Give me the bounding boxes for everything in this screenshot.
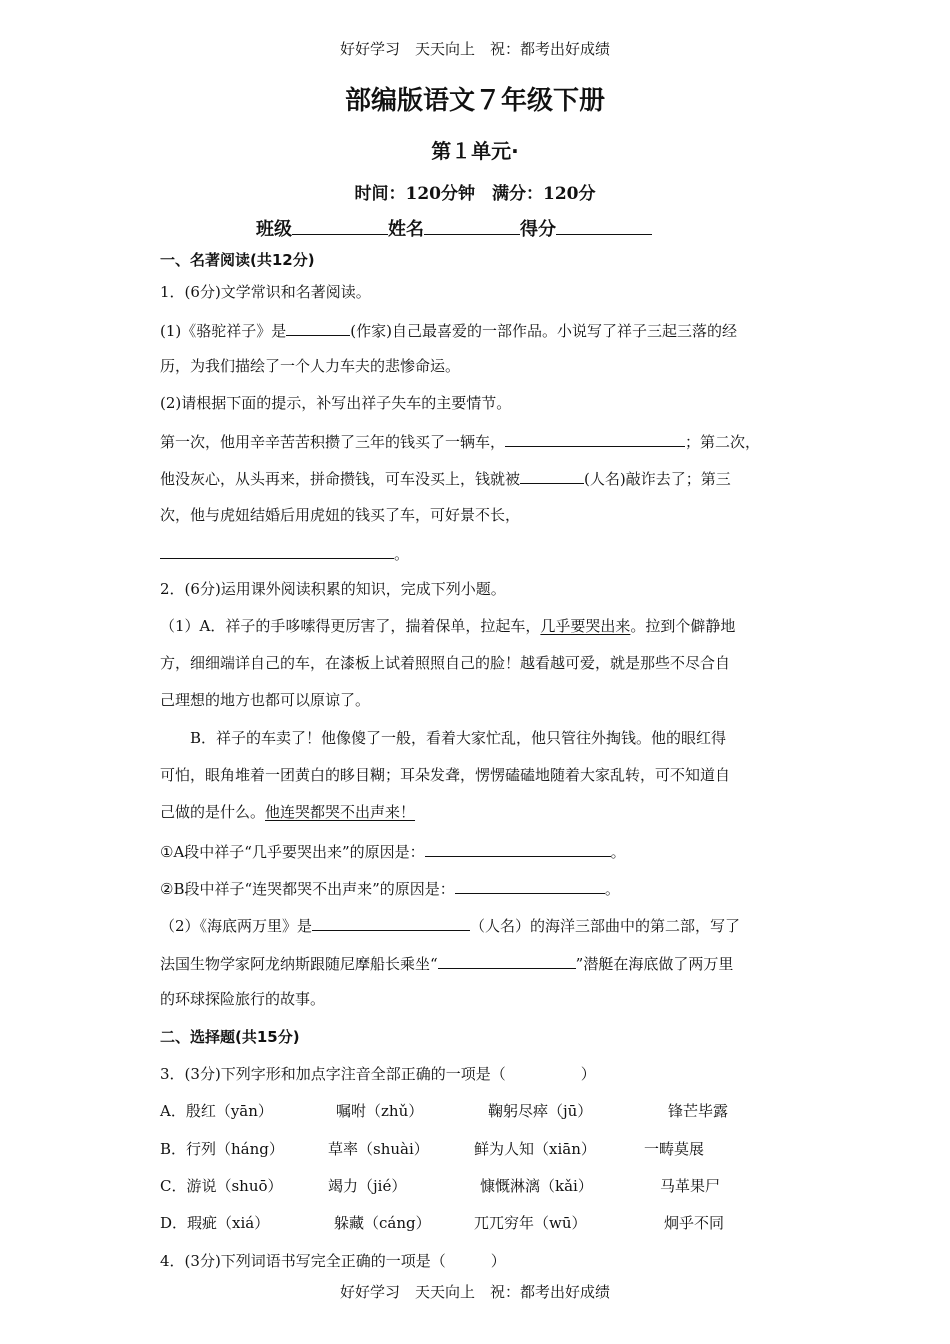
exam-info: 时间：120分钟 满分：120分: [354, 184, 596, 204]
q2-passage-b-line2: 可怕，眼角堆着一团黄白的眵目糊；耳朵发聋，愣愣磕磕地随着大家乱转，可不知道自: [160, 766, 731, 784]
score-blank: [556, 218, 652, 235]
section2-heading: 二、选择题(共15分): [160, 1028, 300, 1046]
option-b-col2: 草率（shuài）: [328, 1140, 429, 1158]
author-blank: [286, 319, 350, 336]
verne-blank: [312, 914, 470, 931]
option-c-col4: 马革果尸: [660, 1177, 721, 1195]
third-loss-blank: [160, 542, 394, 559]
q2-part2-line3: 的环球探险旅行的故事。: [160, 990, 326, 1008]
q2-passage-b-line3: 己做的是什么。他连哭都哭不出声来！: [160, 803, 416, 821]
q2-stem: 2．(6分)运用课外阅读积累的知识，完成下列小题。: [160, 580, 506, 598]
name-blank: [424, 218, 520, 235]
q2-passage-a-line2: 方，细细端详自己的车，在漆板上试着照照自己的脸！越看越可爱，就是那些不尽合自: [160, 654, 731, 672]
q1-part2-line4: 。: [160, 542, 409, 564]
option-d-col4: 炯乎不同: [664, 1214, 725, 1232]
option-a-col4: 锋芒毕露: [668, 1102, 729, 1120]
q2-passage-a-line3: 己理想的地方也都可以原谅了。: [160, 691, 371, 709]
option-b-col1: B．行列（háng）: [160, 1140, 284, 1158]
person-blank: [520, 467, 584, 484]
option-a-col1: A．殷红（yān）: [160, 1102, 273, 1120]
name-label: 姓名: [388, 219, 424, 240]
page-title: 部编版语文７年级下册: [344, 86, 605, 116]
q2-passage-b-line1: B．祥子的车卖了！他像傻了一般，看着大家忙乱，他只管往外掏钱。他的眼红得: [190, 729, 727, 747]
q2-sub1: ①A段中祥子“几乎要哭出来”的原因是： 。: [160, 840, 626, 862]
q1-stem: 1．(6分)文学常识和名著阅读。: [160, 283, 371, 301]
q4-stem: 4．(3分)下列词语书写完全正确的一项是（ ）: [160, 1252, 506, 1270]
first-loss-blank: [505, 430, 685, 447]
option-b-col3: 鲜为人知（xiān）: [474, 1140, 596, 1158]
option-c-col3: 慷慨淋漓（kǎi）: [480, 1177, 593, 1195]
option-c-col2: 竭力（jié）: [328, 1177, 407, 1195]
reason-b-blank: [455, 877, 605, 894]
option-d-col1: D．瑕疵（xiá）: [160, 1214, 270, 1232]
score-label: 得分: [520, 219, 556, 240]
q1-part2-line1: 第一次，他用辛辛苦苦积攒了三年的钱买了一辆车， ；第二次，: [160, 430, 760, 452]
q2-passage-a-line1: （1）A．祥子的手哆嗦得更厉害了，揣着保单，拉起车，几乎要哭出来。拉到个僻静地: [160, 617, 736, 635]
submarine-blank: [438, 952, 576, 969]
footer-slogan: 好好学习 天天向上 祝：都考出好成绩: [339, 1283, 610, 1301]
option-a-col2: 嘱咐（zhǔ）: [336, 1102, 424, 1120]
option-d-col2: 躲藏（cáng）: [334, 1214, 431, 1232]
unit-title: 第１单元·: [431, 139, 519, 163]
q2-part2-line1: （2）《海底两万里》是 （人名）的海洋三部曲中的第二部，写了: [160, 914, 740, 936]
class-label: 班级: [256, 219, 292, 240]
option-a-col3: 鞠躬尽瘁（jū）: [488, 1102, 593, 1120]
option-c-col1: C．游说（shuō）: [160, 1177, 283, 1195]
section1-heading: 一、名著阅读(共12分): [160, 251, 315, 269]
option-d-col3: 兀兀穷年（wū）: [474, 1214, 587, 1232]
reason-a-blank: [425, 840, 611, 857]
q1-part2-line2: 他没灰心，从头再来，拼命攒钱，可车没买上，钱就被 (人名)敲诈去了；第三: [160, 467, 731, 489]
q1-part2-prompt: (2)请根据下面的提示，补写出祥子失车的主要情节。: [160, 394, 512, 412]
q2-sub2: ②B段中祥子“连哭都哭不出声来”的原因是： 。: [160, 877, 620, 899]
class-blank: [292, 218, 388, 235]
q1-part1-line1: (1)《骆驼祥子》是 (作家)自己最喜爱的一部作品。小说写了祥子三起三落的经: [160, 319, 737, 341]
option-b-col4: 一畴莫展: [644, 1140, 705, 1158]
q1-part1-line2: 历，为我们描绘了一个人力车夫的悲惨命运。: [160, 357, 461, 375]
header-slogan: 好好学习 天天向上 祝：都考出好成绩: [339, 40, 610, 58]
q3-stem: 3．(3分)下列字形和加点字注音全部正确的一项是（ ）: [160, 1065, 596, 1083]
q2-part2-line2: 法国生物学家阿龙纳斯跟随尼摩船长乘坐“ ”潜艇在海底做了两万里: [160, 952, 733, 974]
q1-part2-line3: 次，他与虎妞结婚后用虎妞的钱买了车，可好景不长，: [160, 506, 521, 524]
class-row: [256, 215, 652, 241]
